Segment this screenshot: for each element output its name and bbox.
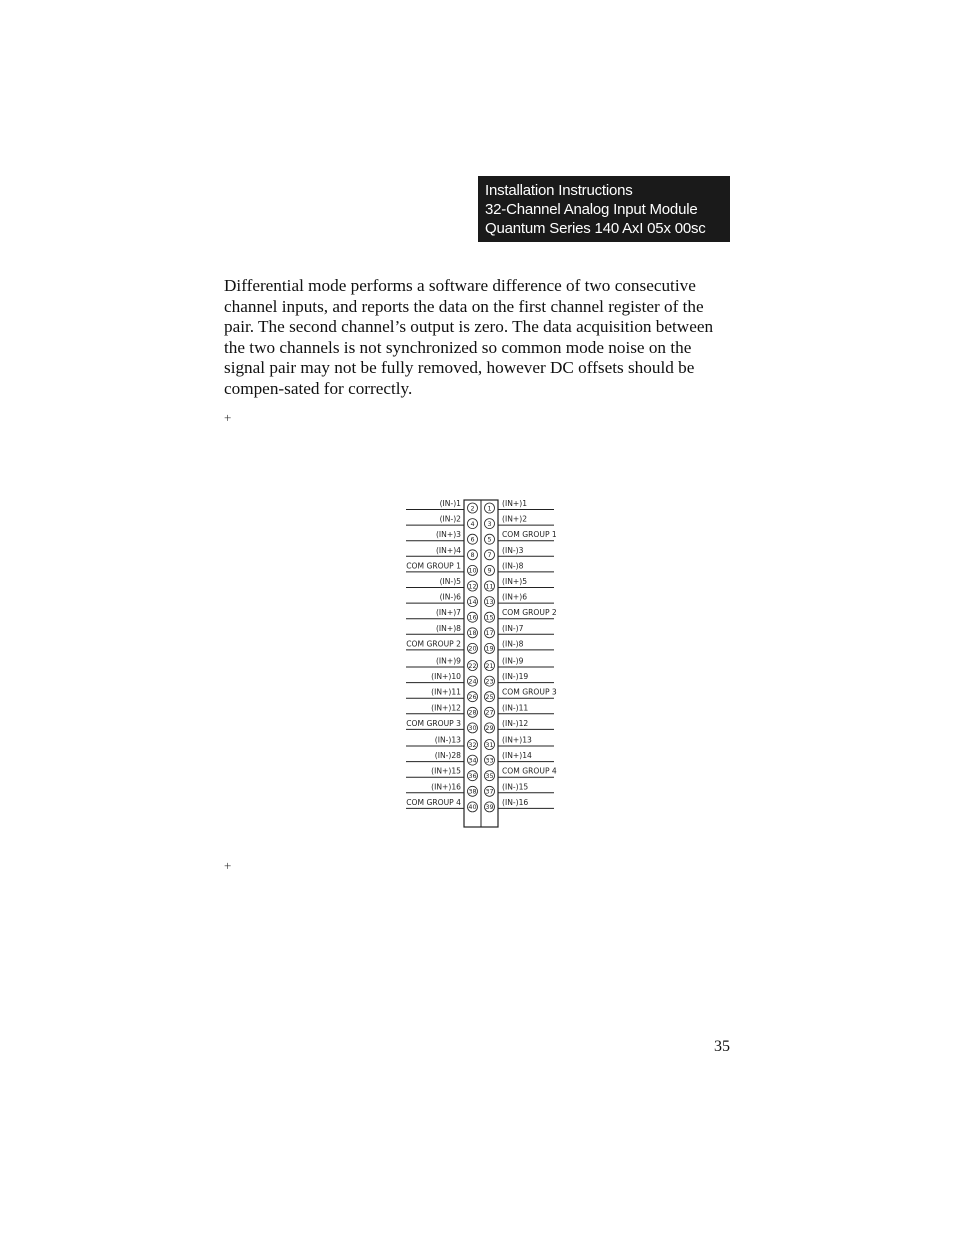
right-terminal-label: (IN-)8	[502, 561, 524, 571]
left-terminal-label: COM GROUP 3	[406, 718, 461, 728]
left-terminal-label: (IN+)16	[431, 782, 461, 792]
left-terminal-label: COM GROUP 4	[406, 797, 461, 807]
right-terminal-label: (IN-)15	[502, 782, 529, 792]
right-terminal-label: COM GROUP 3	[502, 687, 557, 697]
left-terminal-label: COM GROUP 1	[406, 561, 461, 571]
terminal-pin-number: 13	[485, 597, 494, 606]
left-terminal-label: (IN+)9	[435, 656, 461, 666]
terminal-pin-number: 18	[468, 629, 477, 638]
terminal-pin-number: 21	[485, 661, 494, 670]
terminal-pin-number: 3	[487, 519, 492, 528]
terminal-pin-number: 26	[468, 693, 477, 701]
left-terminal-label: (IN-)13	[434, 735, 461, 745]
terminal-pin-number: 4	[470, 519, 475, 528]
left-terminal-label: (IN-)6	[439, 592, 461, 602]
right-terminal-label: (IN+)14	[502, 751, 532, 761]
body-paragraph: Differential mode performs a software difference of two consecutive channel inputs, and reports the data on the first channel register of the pair. The second channel’s output is zero. The data acquisition between the two channels is not synchronized so common mode noise on the signal pair may not be fully removed, however DC offsets should be compen-sated for correctly.	[224, 276, 714, 398]
terminal-pin-number: 35	[485, 772, 494, 780]
terminal-pin-number: 23	[485, 677, 494, 686]
terminal-pin-number: 25	[485, 693, 494, 701]
right-terminal-label: (IN+)13	[502, 735, 532, 745]
terminal-pin-number: 30	[468, 724, 477, 733]
terminal-pin-number: 15	[485, 613, 494, 622]
terminal-pin-number: 40	[468, 803, 477, 812]
terminal-pin-number: 5	[487, 535, 492, 544]
right-terminal-label: (IN+)1	[502, 499, 528, 508]
terminal-pin-number: 31	[485, 740, 494, 749]
terminal-pin-number: 7	[487, 551, 492, 560]
right-terminal-label: (IN-)11	[502, 703, 529, 713]
left-terminal-label: (IN-)28	[434, 751, 461, 761]
terminal-pin-number: 10	[468, 566, 477, 575]
left-terminal-label: (IN+)11	[431, 687, 461, 697]
right-terminal-label: (IN+)6	[502, 592, 528, 602]
terminal-pin-number: 24	[468, 677, 477, 686]
terminal-pin-number: 39	[485, 803, 494, 812]
terminal-pin-number: 12	[468, 582, 477, 591]
right-terminal-label: (IN-)19	[502, 672, 529, 682]
terminal-pin-number: 2	[470, 504, 475, 513]
terminal-pin-number: 36	[468, 772, 477, 780]
terminal-pin-number: 29	[485, 724, 494, 733]
left-terminal-label: (IN+)12	[431, 703, 461, 713]
terminal-pin-number: 6	[470, 535, 475, 544]
terminal-pin-number: 38	[468, 787, 477, 796]
terminal-pin-number: 8	[470, 551, 475, 560]
left-terminal-label: (IN+)4	[435, 545, 461, 555]
right-terminal-label: COM GROUP 2	[502, 608, 557, 618]
header-line-1: Installation Instructions	[485, 182, 633, 199]
right-terminal-label: (IN+)2	[502, 514, 528, 524]
terminal-pin-number: 34	[468, 756, 477, 765]
right-terminal-label: (IN-)3	[502, 545, 524, 555]
header-line-3: Quantum Series 140 AxI 05x 00sc	[485, 220, 706, 237]
right-terminal-label: COM GROUP 4	[502, 766, 557, 776]
left-terminal-label: (IN+)3	[435, 530, 461, 540]
right-terminal-label: (IN-)12	[502, 718, 529, 728]
left-terminal-label: (IN-)2	[439, 514, 461, 524]
left-terminal-label: (IN+)15	[431, 766, 461, 776]
right-terminal-label: (IN-)7	[502, 623, 524, 633]
terminal-pin-number: 19	[485, 644, 494, 653]
left-terminal-label: (IN+)10	[431, 672, 461, 682]
left-terminal-label: COM GROUP 2	[406, 639, 461, 649]
marker-top: +	[224, 410, 232, 425]
header-line-2: 32-Channel Analog Input Module	[485, 201, 698, 218]
terminal-pin-number: 9	[487, 566, 492, 575]
left-terminal-label: (IN+)7	[435, 608, 461, 618]
right-terminal-label: (IN-)16	[502, 797, 529, 807]
right-terminal-label: COM GROUP 1	[502, 530, 557, 540]
terminal-pin-number: 14	[468, 597, 477, 606]
terminal-pin-number: 27	[485, 708, 494, 717]
left-terminal-label: (IN-)1	[439, 499, 461, 508]
terminal-pin-number: 20	[468, 644, 477, 653]
page-number: 35	[714, 1038, 730, 1055]
terminal-pin-number: 16	[468, 613, 477, 622]
terminal-pin-number: 17	[485, 629, 494, 638]
marker-bottom: +	[224, 858, 232, 873]
terminal-pin-number: 28	[468, 708, 477, 717]
right-terminal-label: (IN-)8	[502, 639, 524, 649]
terminal-pin-number: 22	[468, 661, 477, 670]
terminal-pin-number: 11	[485, 582, 494, 591]
terminal-pin-number: 1	[487, 504, 492, 513]
right-terminal-label: (IN-)9	[502, 656, 524, 666]
left-terminal-label: (IN+)8	[435, 623, 461, 633]
terminal-pin-number: 32	[468, 740, 477, 749]
right-terminal-label: (IN+)5	[502, 577, 528, 586]
left-terminal-label: (IN-)5	[439, 577, 461, 586]
terminal-pin-number: 33	[485, 756, 494, 765]
terminal-pin-number: 37	[485, 787, 494, 796]
